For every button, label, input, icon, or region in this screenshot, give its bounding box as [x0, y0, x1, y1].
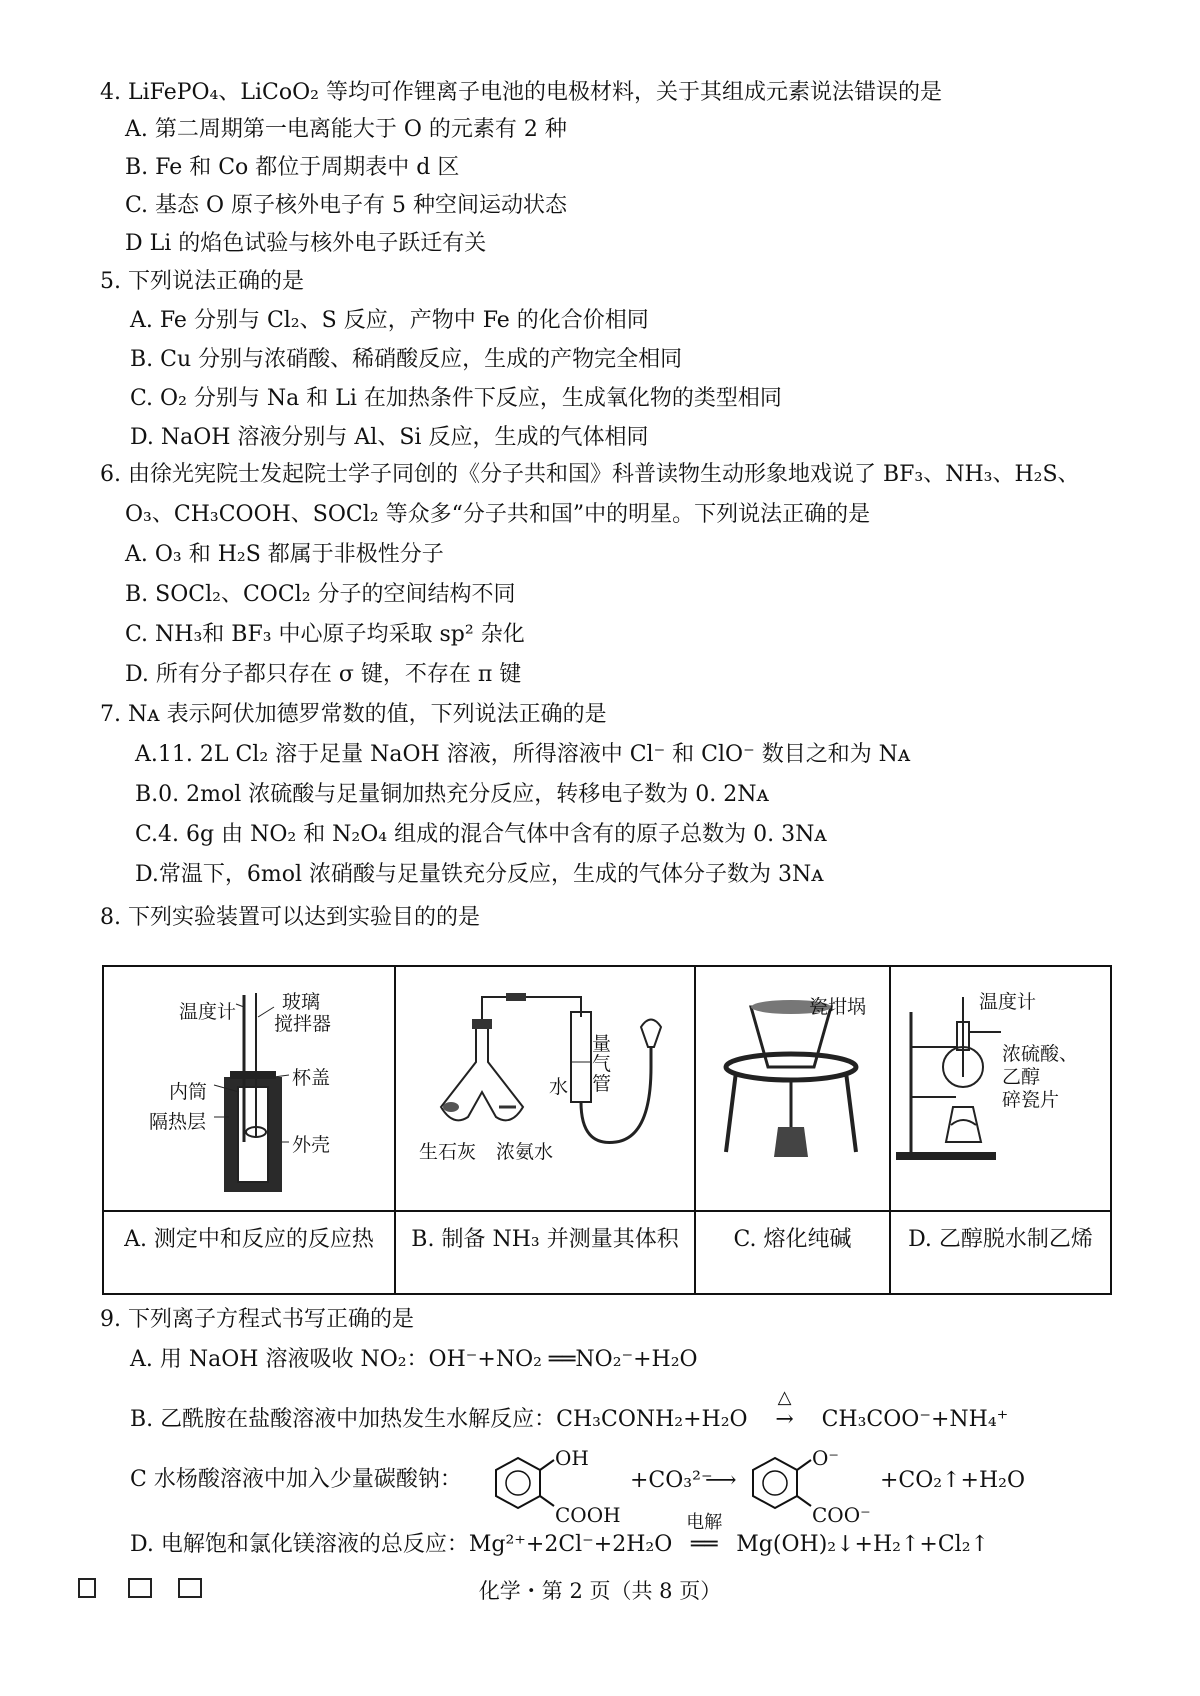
- q7-option-a: A.11. 2L Cl₂ 溶于足量 NaOH 溶液，所得溶液中 Cl⁻ 和 ClO⁻ 数目之和为 Nᴀ: [135, 742, 911, 767]
- page-footer: 化学・第 2 页（共 8 页）: [478, 1579, 722, 1603]
- label-glass: 玻璃: [282, 991, 321, 1013]
- q6-stem-line2: O₃、CH₃COOH、SOCl₂ 等众多“分子共和国”中的明星。下列说法正确的是: [125, 502, 871, 527]
- caption-b: B. 制备 NH₃ 并测量其体积: [411, 1227, 679, 1252]
- q9-stem: 9. 下列离子方程式书写正确的是: [100, 1307, 414, 1332]
- label-inner-cup: 内筒: [169, 1081, 208, 1103]
- q6-stem-line1: 6. 由徐光宪院士发起院士学子同创的《分子共和国》科普读物生动形象地戏说了 BF₃、NH₃、H₂S、: [100, 462, 1080, 487]
- q5-option-d: D. NaOH 溶液分别与 Al、Si 反应，生成的气体相同: [130, 425, 649, 450]
- salicylate-o: O⁻: [812, 1446, 839, 1470]
- caption-d: D. 乙醇脱水制乙烯: [908, 1227, 1093, 1252]
- q9-option-c: [130, 1465, 462, 1495]
- q4-stem: 4. LiFePO₄、LiCoO₂ 等均可作锂离子电池的电极材料，关于其组成元素说法错误的是: [100, 80, 942, 105]
- label-lid: 杯盖: [292, 1067, 331, 1089]
- label-thermometer-a: 温度计: [179, 1001, 237, 1023]
- q9-d-products: Mg(OH)₂↓+H₂↑+Cl₂↑: [736, 1532, 989, 1557]
- salicylate-coo: COO⁻: [812, 1503, 871, 1527]
- label-ethanol: 乙醇: [1002, 1066, 1041, 1088]
- electrolysis-sign: 电解 ══: [679, 1530, 729, 1560]
- q9-c-carbonate: +CO₃²⁻: [630, 1468, 713, 1493]
- q6-option-c: C. NH₃和 BF₃ 中心原子均采取 sp² 杂化: [125, 622, 525, 647]
- label-insulation: 隔热层: [149, 1111, 207, 1133]
- q7-stem: 7. Nᴀ 表示阿伏加德罗常数的值，下列说法正确的是: [100, 702, 607, 727]
- label-gas-tube-1: 量: [592, 1033, 612, 1055]
- q7-option-d: D.常温下，6mol 浓硝酸与足量铁充分反应，生成的气体分子数为 3Nᴀ: [135, 862, 824, 887]
- caption-c: C. 熔化纯碱: [733, 1227, 852, 1252]
- q6-option-d: D. 所有分子都只存在 σ 键，不存在 π 键: [125, 662, 522, 687]
- q5-option-b: B. Cu 分别与浓硝酸、稀硝酸反应，生成的产物完全相同: [130, 347, 683, 372]
- q5-stem: 5. 下列说法正确的是: [100, 269, 304, 294]
- label-stirrer: 搅拌器: [274, 1013, 332, 1035]
- q5-option-a: A. Fe 分别与 Cl₂、S 反应，产物中 Fe 的化合价相同: [130, 308, 649, 333]
- q4-option-b: B. Fe 和 Co 都位于周期表中 d 区: [125, 155, 460, 180]
- q9-option-b: [130, 1387, 1009, 1435]
- q6-option-b: B. SOCl₂、COCl₂ 分子的空间结构不同: [125, 582, 516, 607]
- q9-option-a: A. 用 NaOH 溶液吸收 NO₂：OH⁻+NO₂ ══NO₂⁻+H₂O: [130, 1347, 698, 1372]
- heat-symbol: △: [777, 1387, 792, 1408]
- salicylic-cooh: COOH: [555, 1503, 621, 1527]
- q9-c-text: C 水杨酸溶液中加入少量碳酸钠：: [130, 1467, 462, 1492]
- q5-option-c: C. O₂ 分别与 Na 和 Li 在加热条件下反应，生成氧化物的类型相同: [130, 386, 782, 411]
- label-thermometer-d: 温度计: [979, 991, 1037, 1013]
- label-outer-shell: 外壳: [292, 1134, 331, 1156]
- label-porcelain-crucible: 瓷坩埚: [809, 996, 867, 1018]
- q4-option-d: D Li 的焰色试验与核外电子跃迁有关: [125, 231, 487, 256]
- q7-option-c: C.4. 6g 由 NO₂ 和 N₂O₄ 组成的混合气体中含有的原子总数为 0. 3Nᴀ: [135, 822, 827, 847]
- calorimeter-diagram: [104, 967, 394, 1210]
- label-boiling-chips: 碎瓷片: [1002, 1089, 1060, 1111]
- label-water: 水: [549, 1076, 569, 1098]
- q9-b-products: CH₃COO⁻+NH₄⁺: [821, 1407, 1009, 1432]
- label-gas-tube-3: 管: [592, 1073, 612, 1095]
- ammonia-apparatus-diagram: [396, 967, 694, 1210]
- caption-a: A. 测定中和反应的反应热: [124, 1227, 374, 1252]
- q4-option-c: C. 基态 O 原子核外电子有 5 种空间运动状态: [125, 193, 568, 218]
- label-gas-tube-2: 气: [592, 1053, 612, 1075]
- q9-b-text: B. 乙酰胺在盐酸溶液中加热发生水解反应：CH₃CONH₂+H₂O: [130, 1407, 748, 1432]
- q4-option-a: A. 第二周期第一电离能大于 O 的元素有 2 种: [125, 117, 567, 142]
- heating-arrow: △ →: [755, 1405, 815, 1435]
- q8-stem: 8. 下列实验装置可以达到实验目的的是: [100, 905, 480, 930]
- q9-c-products: +CO₂↑+H₂O: [880, 1468, 1026, 1493]
- q7-option-b: B.0. 2mol 浓硫酸与足量铜加热充分反应，转移电子数为 0. 2Nᴀ: [135, 782, 769, 807]
- label-conc-ammonia: 浓氨水: [496, 1141, 554, 1163]
- salicylic-oh: OH: [555, 1446, 589, 1470]
- label-conc-sulfuric: 浓硫酸、: [1002, 1043, 1079, 1065]
- label-quicklime: 生石灰: [419, 1141, 477, 1163]
- apparatus-table: [102, 965, 1112, 1295]
- electrolysis-label: 电解: [686, 1512, 723, 1533]
- reaction-arrow-c: ⟶: [705, 1468, 737, 1493]
- q9-d-text: D. 电解饱和氯化镁溶液的总反应：Mg²⁺+2Cl⁻+2H₂O: [130, 1532, 673, 1557]
- q6-option-a: A. O₃ 和 H₂S 都属于非极性分子: [125, 542, 444, 567]
